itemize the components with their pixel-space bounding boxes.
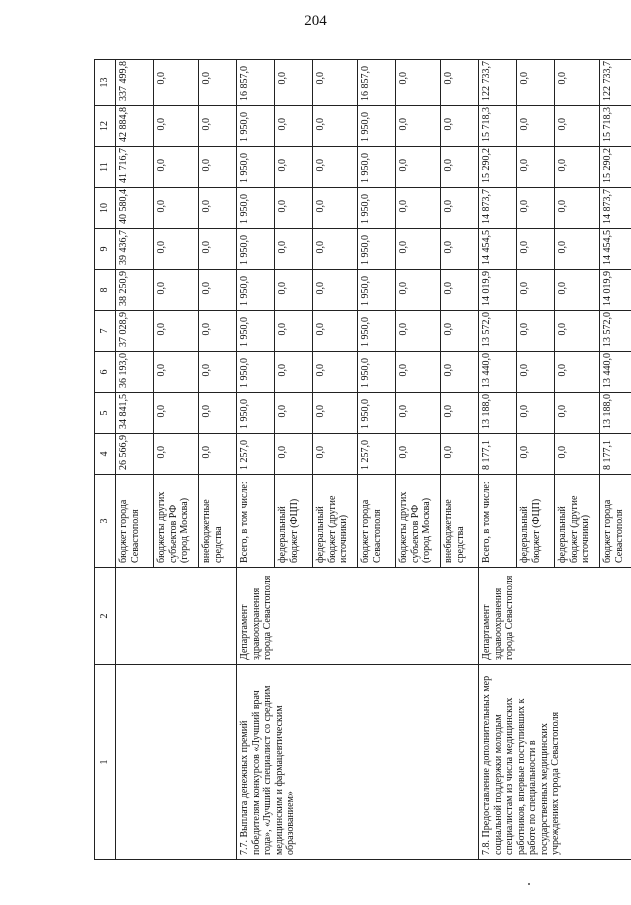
amount-cell: 0,0 [154,270,199,311]
amount-cell: 13 572,0 [479,311,517,352]
amount-cell: 1 950,0 [237,106,275,147]
amount-cell: 1 950,0 [237,229,275,270]
amount-cell: 1 950,0 [358,352,396,393]
amount-cell: 0,0 [154,60,199,106]
column-number: 7 [95,311,116,352]
amount-cell: 0,0 [154,106,199,147]
amount-cell: 0,0 [441,393,479,434]
budget-table [94,59,631,860]
amount-cell: 0,0 [199,393,237,434]
column-number: 11 [95,147,116,188]
amount-cell: 0,0 [555,147,600,188]
amount-cell: 0,0 [517,60,555,106]
amount-cell: 40 580,4 [116,188,154,229]
amount-cell: 0,0 [441,311,479,352]
amount-cell: 0,0 [275,147,313,188]
amount-cell: 0,0 [555,393,600,434]
column-number: 9 [95,229,116,270]
column-number: 2 [95,568,116,665]
amount-cell: 0,0 [313,393,358,434]
amount-cell: 0,0 [441,270,479,311]
column-number: 13 [95,60,116,106]
amount-cell: 41 716,7 [116,147,154,188]
amount-cell: 0,0 [199,352,237,393]
amount-cell: 0,0 [154,188,199,229]
amount-cell: 15 718,3 [600,106,631,147]
amount-cell: 0,0 [313,270,358,311]
amount-cell: 8 177,1 [600,434,631,475]
amount-cell: 0,0 [313,60,358,106]
amount-cell: 1 950,0 [358,270,396,311]
amount-cell: 337 499,8 [116,60,154,106]
amount-cell: 0,0 [275,311,313,352]
amount-cell: 1 950,0 [358,188,396,229]
page-number: 204 [304,13,327,29]
amount-cell: 0,0 [517,434,555,475]
amount-cell: 0,0 [555,352,600,393]
funding-source-cell: внебюджетные средства [441,475,479,568]
table-row [479,60,517,860]
amount-cell: 0,0 [199,188,237,229]
amount-cell: 0,0 [313,352,358,393]
scan-speck [528,883,530,885]
amount-cell: 1 950,0 [358,229,396,270]
amount-cell: 0,0 [275,270,313,311]
amount-cell: 36 193,0 [116,352,154,393]
table-row [116,60,154,860]
amount-cell: 0,0 [441,434,479,475]
amount-cell: 0,0 [313,188,358,229]
amount-cell: 1 950,0 [358,147,396,188]
amount-cell: 15 290,2 [479,147,517,188]
funding-source-cell: бюджет города Севастополя [116,475,154,568]
amount-cell: 0,0 [517,311,555,352]
amount-cell: 14 019,9 [600,270,631,311]
amount-cell: 37 028,9 [116,311,154,352]
amount-cell: 1 257,0 [237,434,275,475]
amount-cell: 13 440,0 [479,352,517,393]
event-cell: 7.7. Выплата денежных премий победителям конкурсов «Лучший врач года», «Лучший специалист со средним медицинским и фармацевтическим образованием» [237,665,479,860]
amount-cell: 122 733,7 [479,60,517,106]
amount-cell: 14 454,5 [479,229,517,270]
amount-cell: 13 188,0 [600,393,631,434]
column-number: 12 [95,106,116,147]
amount-cell: 0,0 [555,229,600,270]
column-number: 5 [95,393,116,434]
amount-cell: 0,0 [555,434,600,475]
amount-cell: 0,0 [396,188,441,229]
funding-source-cell: бюджет города Севастополя [358,475,396,568]
amount-cell: 0,0 [313,311,358,352]
executor-cell: Департамент здравоохранения города Севастополя [479,568,631,665]
amount-cell: 0,0 [275,60,313,106]
funding-source-cell: федеральный бюджет (другие источники) [555,475,600,568]
amount-cell: 1 950,0 [237,393,275,434]
amount-cell: 14 873,7 [600,188,631,229]
amount-cell: 0,0 [517,188,555,229]
funding-source-cell: бюджеты других субъектов РФ (город Москва) [396,475,441,568]
amount-cell: 1 950,0 [237,311,275,352]
amount-cell: 0,0 [199,147,237,188]
amount-cell: 0,0 [154,147,199,188]
amount-cell: 0,0 [396,60,441,106]
amount-cell: 0,0 [555,60,600,106]
event-cell: 7.8. Предоставление дополнительных мер социальной поддержки молодым специалистам из числа медицинских работников, впервые поступивших к работе по специальности в государственных медицинских учреждениях города Севастополя [479,665,631,860]
amount-cell: 1 257,0 [358,434,396,475]
amount-cell: 0,0 [275,393,313,434]
amount-cell: 26 566,9 [116,434,154,475]
funding-source-cell: внебюджетные средства [199,475,237,568]
amount-cell: 42 884,8 [116,106,154,147]
amount-cell: 0,0 [441,352,479,393]
amount-cell: 0,0 [199,60,237,106]
executor-cell: Департамент здравоохранения города Севастополя [237,568,479,665]
amount-cell: 0,0 [555,311,600,352]
amount-cell: 16 857,0 [237,60,275,106]
amount-cell: 0,0 [441,229,479,270]
funding-source-cell: федеральный бюджет (ФЦП) [517,475,555,568]
column-number: 6 [95,352,116,393]
amount-cell: 0,0 [199,434,237,475]
amount-cell: 0,0 [396,352,441,393]
amount-cell: 0,0 [517,147,555,188]
amount-cell: 0,0 [154,229,199,270]
amount-cell: 0,0 [154,352,199,393]
event-cell [116,665,237,860]
amount-cell: 0,0 [441,60,479,106]
amount-cell: 0,0 [313,229,358,270]
amount-cell: 0,0 [396,270,441,311]
amount-cell: 14 454,5 [600,229,631,270]
amount-cell: 0,0 [313,106,358,147]
funding-source-cell: Всего, в том числе: [237,475,275,568]
amount-cell: 0,0 [199,229,237,270]
amount-cell: 0,0 [441,188,479,229]
column-number: 4 [95,434,116,475]
amount-cell: 1 950,0 [237,188,275,229]
amount-cell: 0,0 [275,352,313,393]
amount-cell: 8 177,1 [479,434,517,475]
funding-source-cell: федеральный бюджет (другие источники) [313,475,358,568]
amount-cell: 1 950,0 [358,393,396,434]
column-number: 8 [95,270,116,311]
amount-cell: 13 440,0 [600,352,631,393]
amount-cell: 38 250,9 [116,270,154,311]
funding-source-cell: бюджет города Севастополя [600,475,631,568]
amount-cell: 0,0 [555,188,600,229]
amount-cell: 0,0 [313,434,358,475]
amount-cell: 0,0 [154,434,199,475]
amount-cell: 0,0 [396,434,441,475]
amount-cell: 0,0 [199,106,237,147]
column-number: 10 [95,188,116,229]
amount-cell: 0,0 [396,147,441,188]
amount-cell: 0,0 [441,147,479,188]
amount-cell: 0,0 [199,270,237,311]
column-number-row [95,60,116,860]
amount-cell: 122 733,7 [600,60,631,106]
amount-cell: 1 950,0 [358,311,396,352]
amount-cell: 0,0 [441,106,479,147]
amount-cell: 0,0 [396,106,441,147]
funding-source-cell: Всего, в том числе: [479,475,517,568]
funding-source-cell: бюджеты других субъектов РФ (город Москва) [154,475,199,568]
amount-cell: 0,0 [517,106,555,147]
amount-cell: 13 572,0 [600,311,631,352]
amount-cell: 0,0 [517,393,555,434]
amount-cell: 34 841,5 [116,393,154,434]
amount-cell: 0,0 [396,393,441,434]
amount-cell: 1 950,0 [237,147,275,188]
amount-cell: 13 188,0 [479,393,517,434]
amount-cell: 0,0 [154,393,199,434]
amount-cell: 16 857,0 [358,60,396,106]
rotated-page-content [94,60,625,860]
amount-cell: 15 718,3 [479,106,517,147]
amount-cell: 0,0 [275,229,313,270]
amount-cell: 0,0 [199,311,237,352]
amount-cell: 0,0 [313,147,358,188]
amount-cell: 0,0 [275,434,313,475]
amount-cell: 0,0 [517,229,555,270]
amount-cell: 0,0 [555,106,600,147]
amount-cell: 39 436,7 [116,229,154,270]
amount-cell: 0,0 [517,270,555,311]
amount-cell: 14 873,7 [479,188,517,229]
amount-cell: 0,0 [154,311,199,352]
table-row [237,60,275,860]
amount-cell: 0,0 [396,311,441,352]
amount-cell: 0,0 [275,188,313,229]
amount-cell: 0,0 [275,106,313,147]
amount-cell: 0,0 [517,352,555,393]
column-number: 3 [95,475,116,568]
amount-cell: 1 950,0 [358,106,396,147]
funding-source-cell: федеральный бюджет (ФЦП) [275,475,313,568]
amount-cell: 0,0 [396,229,441,270]
amount-cell: 1 950,0 [237,270,275,311]
amount-cell: 1 950,0 [237,352,275,393]
column-number: 1 [95,665,116,860]
executor-cell [116,568,237,665]
amount-cell: 14 019,9 [479,270,517,311]
amount-cell: 15 290,2 [600,147,631,188]
amount-cell: 0,0 [555,270,600,311]
